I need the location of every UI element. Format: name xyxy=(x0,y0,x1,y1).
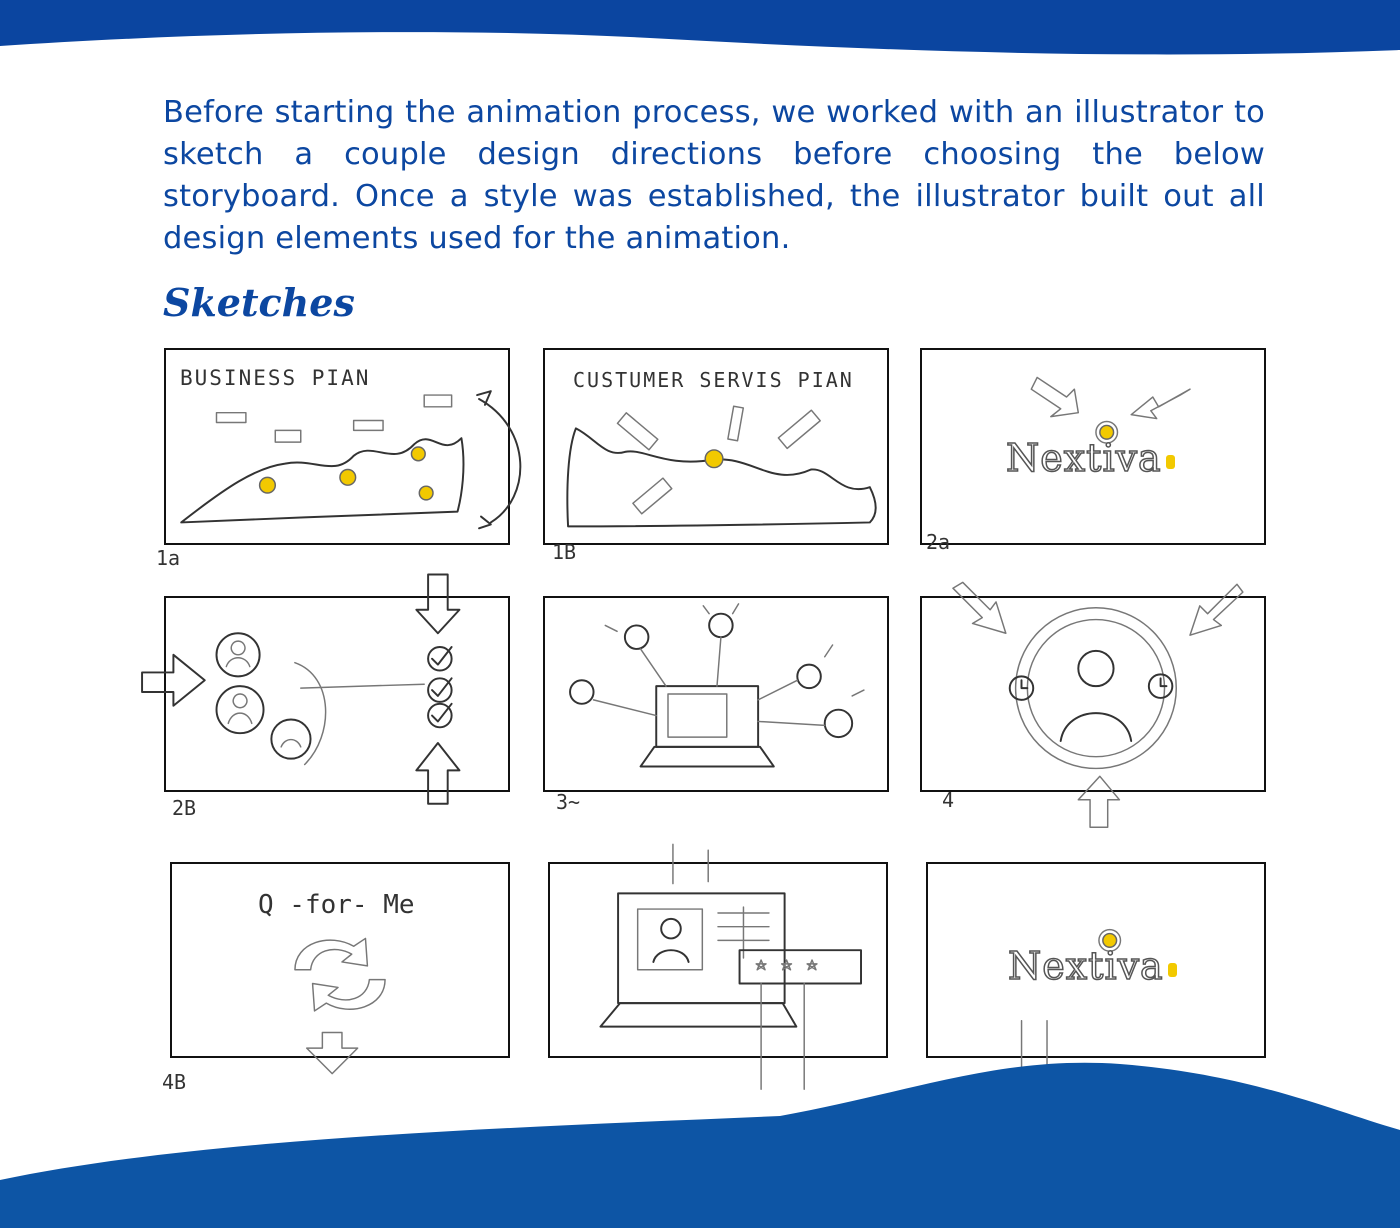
sketch-person-cycle xyxy=(922,598,1264,790)
bottom-wave-banner xyxy=(0,1050,1400,1228)
storyboard-panel-2b xyxy=(164,596,510,792)
panel-number: 2a xyxy=(926,530,951,554)
sketch-avatars-checklist xyxy=(166,598,508,790)
sketch-laptop-network xyxy=(545,598,887,790)
storyboard-panel-4b xyxy=(170,862,510,1058)
intro-paragraph: Before starting the animation process, we worked with an illustrator to sketch a couple design directions before choosing the below storyboard. Once a style was established, the illustrator built out all design elements used for the animation. xyxy=(163,95,1265,256)
storyboard-panel-1a xyxy=(164,348,510,545)
top-wave-banner xyxy=(0,0,1400,60)
sketch-desktop-rating xyxy=(550,864,886,1056)
storyboard-panel-6 xyxy=(926,862,1266,1058)
panel-number: 1a xyxy=(156,546,181,570)
panel-number: 4B xyxy=(162,1070,187,1094)
logo-text: Nextiva xyxy=(1008,944,1164,988)
logo-accent-mark xyxy=(1166,455,1175,469)
storyboard-panel-1b xyxy=(543,348,889,545)
logo-text: Nextiva xyxy=(1006,436,1162,480)
logo-accent-mark xyxy=(1168,963,1177,977)
storyboard-panel-3 xyxy=(543,596,889,792)
sketch-refresh-cycle xyxy=(172,864,508,1056)
panel-number: 1B xyxy=(552,540,577,564)
storyboard-panel-4 xyxy=(920,596,1266,792)
section-heading: Sketches xyxy=(163,280,355,325)
panel-title: CUSTUMER SERVIS PIAN xyxy=(573,368,854,392)
panel-number: 4 xyxy=(942,788,955,812)
nextiva-logo-sketch xyxy=(1006,436,1175,480)
panel-title: Q -for- Me xyxy=(258,890,415,920)
panel-number: 3~ xyxy=(556,790,581,814)
panel-title: BUSINESS PIAN xyxy=(180,366,371,390)
sketch-mountains-illustration xyxy=(166,350,508,543)
sketch-landscape-illustration xyxy=(545,350,887,543)
panel-number: 2B xyxy=(172,796,197,820)
storyboard-panel-5 xyxy=(548,862,888,1058)
nextiva-logo-sketch xyxy=(1008,944,1177,988)
storyboard-panel-2a xyxy=(920,348,1266,545)
